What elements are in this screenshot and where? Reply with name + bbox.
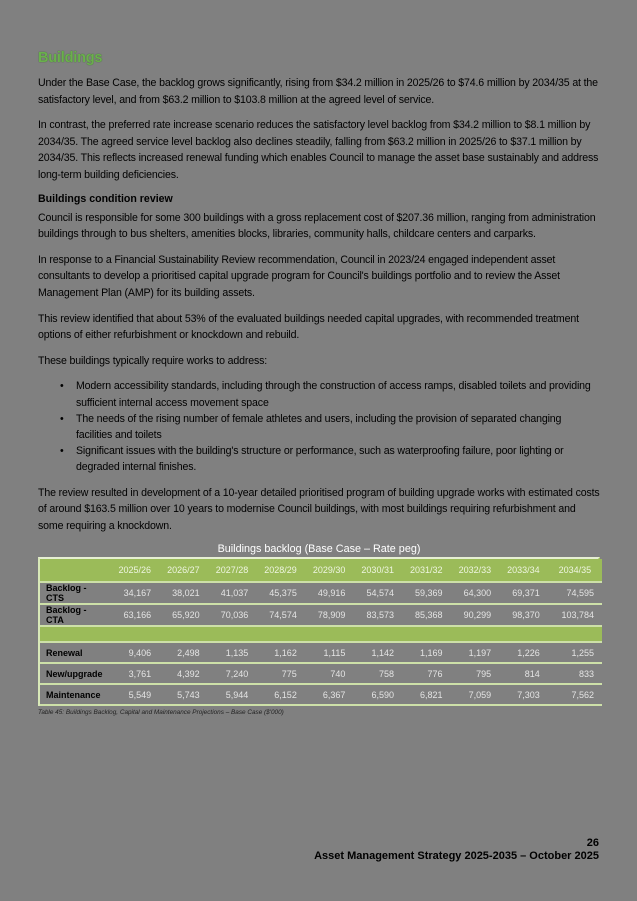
- table-cell: 758: [353, 663, 402, 684]
- table-cell: 6,821: [402, 684, 451, 705]
- column-header: 2031/32: [402, 559, 451, 582]
- table-cell: 1,135: [208, 642, 257, 663]
- paragraph: The review resulted in development of a 10-year detailed prioritised program of building upgrade works with estimated costs of around $163.5 million over 10 years to modernise Council buildings, with most buildings requiring refurbishment and some requiring a knockdown.: [38, 486, 600, 532]
- table-cell: 85,368: [402, 604, 451, 626]
- table-cell: 4,392: [159, 663, 208, 684]
- table-cell: 6,152: [256, 684, 305, 705]
- table-cell: 7,562: [548, 684, 602, 705]
- bullet-icon: •: [60, 445, 64, 458]
- table-cell: 65,920: [159, 604, 208, 626]
- table-cell: 7,059: [451, 684, 500, 705]
- document-page: [38, 50, 600, 716]
- table-cell: 38,021: [159, 582, 208, 604]
- paragraph: In contrast, the preferred rate increase scenario reduces the satisfactory level backlog from $34.2 million to $8.1 million by 2034/35. The agreed service level backlog also declines steadily, falling from $63.2 million in 2025/26 to $37.1 million by 2034/35. This reflects increased renewal funding which enables Council to manage the asset base sustainably and address long-term building deficiencies.: [38, 119, 599, 181]
- list-item: • Significant issues with the building's structure or performance, such as waterproofing failure, poor lighting or degraded internal finishes.: [60, 445, 564, 474]
- table-cell: 64,300: [451, 582, 500, 604]
- table-cell: 5,743: [159, 684, 208, 705]
- column-header: 2033/34: [499, 559, 548, 582]
- table-cell: 70,036: [208, 604, 257, 626]
- row-label: Renewal: [40, 642, 111, 663]
- table-row: [40, 663, 602, 684]
- separator-cell: [40, 626, 602, 642]
- table-cell: 103,784: [548, 604, 602, 626]
- table-cell: 5,549: [111, 684, 160, 705]
- table-cell: 74,595: [548, 582, 602, 604]
- table-cell: 83,573: [353, 604, 402, 626]
- table-cell: 795: [451, 663, 500, 684]
- column-header: 2026/27: [159, 559, 208, 582]
- paragraph: This review identified that about 53% of the evaluated buildings needed capital upgrades, with recommended treatment options of either refurbishment or knockdown and rebuild.: [38, 312, 579, 342]
- row-label: Backlog - CTS: [40, 582, 111, 604]
- table-cell: 54,574: [353, 582, 402, 604]
- table-cell: 98,370: [499, 604, 548, 626]
- table-cell: 814: [499, 663, 548, 684]
- table-cell: 49,916: [305, 582, 354, 604]
- table-cell: 775: [256, 663, 305, 684]
- table-cell: 3,761: [111, 663, 160, 684]
- table-row: [40, 684, 602, 705]
- column-header: 2030/31: [353, 559, 402, 582]
- row-label: Maintenance: [40, 684, 111, 705]
- table-cell: 7,240: [208, 663, 257, 684]
- table-cell: 69,371: [499, 582, 548, 604]
- paragraph: Council is responsible for some 300 buildings with a gross replacement cost of $207.36 million, ranging from administration buildings through to bus shelters, amenities blocks, libraries, community halls, childcare centers and carparks.: [38, 211, 596, 241]
- table-row: [40, 642, 602, 663]
- subheading: Buildings condition review: [38, 192, 173, 205]
- page-number: 26: [586, 837, 599, 849]
- table-cell: 90,299: [451, 604, 500, 626]
- table-header-row: [40, 559, 602, 582]
- table-row: [40, 582, 602, 604]
- table-cell: 5,944: [208, 684, 257, 705]
- table-cell: 45,375: [256, 582, 305, 604]
- table-wrapper: [38, 557, 600, 706]
- section-heading: Buildings: [38, 50, 103, 66]
- table-cell: 1,169: [402, 642, 451, 663]
- table-cell: 740: [305, 663, 354, 684]
- document-title: Asset Management Strategy 2025-2035 – October 2025: [314, 850, 599, 862]
- column-header: 2029/30: [305, 559, 354, 582]
- table-cell: 2,498: [159, 642, 208, 663]
- row-label: New/upgrade: [40, 663, 111, 684]
- table-cell: 74,574: [256, 604, 305, 626]
- list-item: • Modern accessibility standards, including through the construction of access ramps, disabled toilets and providing sufficient internal access movement space: [60, 380, 591, 409]
- column-header: 2027/28: [208, 559, 257, 582]
- table-cell: 6,590: [353, 684, 402, 705]
- table-cell: 1,255: [548, 642, 602, 663]
- page-footer: [314, 837, 599, 863]
- table-cell: 1,197: [451, 642, 500, 663]
- table-cell: 9,406: [111, 642, 160, 663]
- table-caption: Buildings backlog (Base Case – Rate peg): [217, 543, 421, 556]
- table-cell: 6,367: [305, 684, 354, 705]
- table-cell: 7,303: [499, 684, 548, 705]
- paragraph: Under the Base Case, the backlog grows significantly, rising from $34.2 million in 2025/26 to $74.6 million by 2034/35 at the satisfactory level, and from $63.2 million to $103.8 million at the agreed level of service.: [38, 77, 598, 106]
- table-separator-row: [40, 626, 602, 642]
- table-cell: 34,167: [111, 582, 160, 604]
- table-cell: 63,166: [111, 604, 160, 626]
- bullet-list: [38, 378, 600, 475]
- table-cell: 833: [548, 663, 602, 684]
- bullet-icon: •: [60, 412, 64, 425]
- table-cell: 1,115: [305, 642, 354, 663]
- row-label: Backlog - CTA: [40, 604, 111, 626]
- column-header: 2032/33: [451, 559, 500, 582]
- table-cell: 776: [402, 663, 451, 684]
- paragraph: In response to a Financial Sustainability Review recommendation, Council in 2023/24 engaged independent asset consultants to develop a prioritised capital upgrade program for Council's buildings portfolio and to review the Asset Management Plan (AMP) for its building assets.: [38, 253, 560, 299]
- column-header: 2025/26: [111, 559, 160, 582]
- table-cell: 41,037: [208, 582, 257, 604]
- column-header-blank: [40, 559, 111, 582]
- table-cell: 59,369: [402, 582, 451, 604]
- table-cell: 78,909: [305, 604, 354, 626]
- backlog-table: [40, 559, 602, 706]
- paragraph: These buildings typically require works to address:: [38, 354, 268, 367]
- column-header: 2034/35: [548, 559, 602, 582]
- table-cell: 1,142: [353, 642, 402, 663]
- table-cell: 1,162: [256, 642, 305, 663]
- table-cell: 1,226: [499, 642, 548, 663]
- bullet-icon: •: [60, 380, 64, 393]
- column-header: 2028/29: [256, 559, 305, 582]
- table-row: [40, 604, 602, 626]
- list-item: • The needs of the rising number of female athletes and users, including the provision of separated changing facilities and toilets: [60, 412, 562, 441]
- table-note: Table 45: Buildings Backlog, Capital and Maintenance Projections – Base Case ($'000): [38, 709, 284, 717]
